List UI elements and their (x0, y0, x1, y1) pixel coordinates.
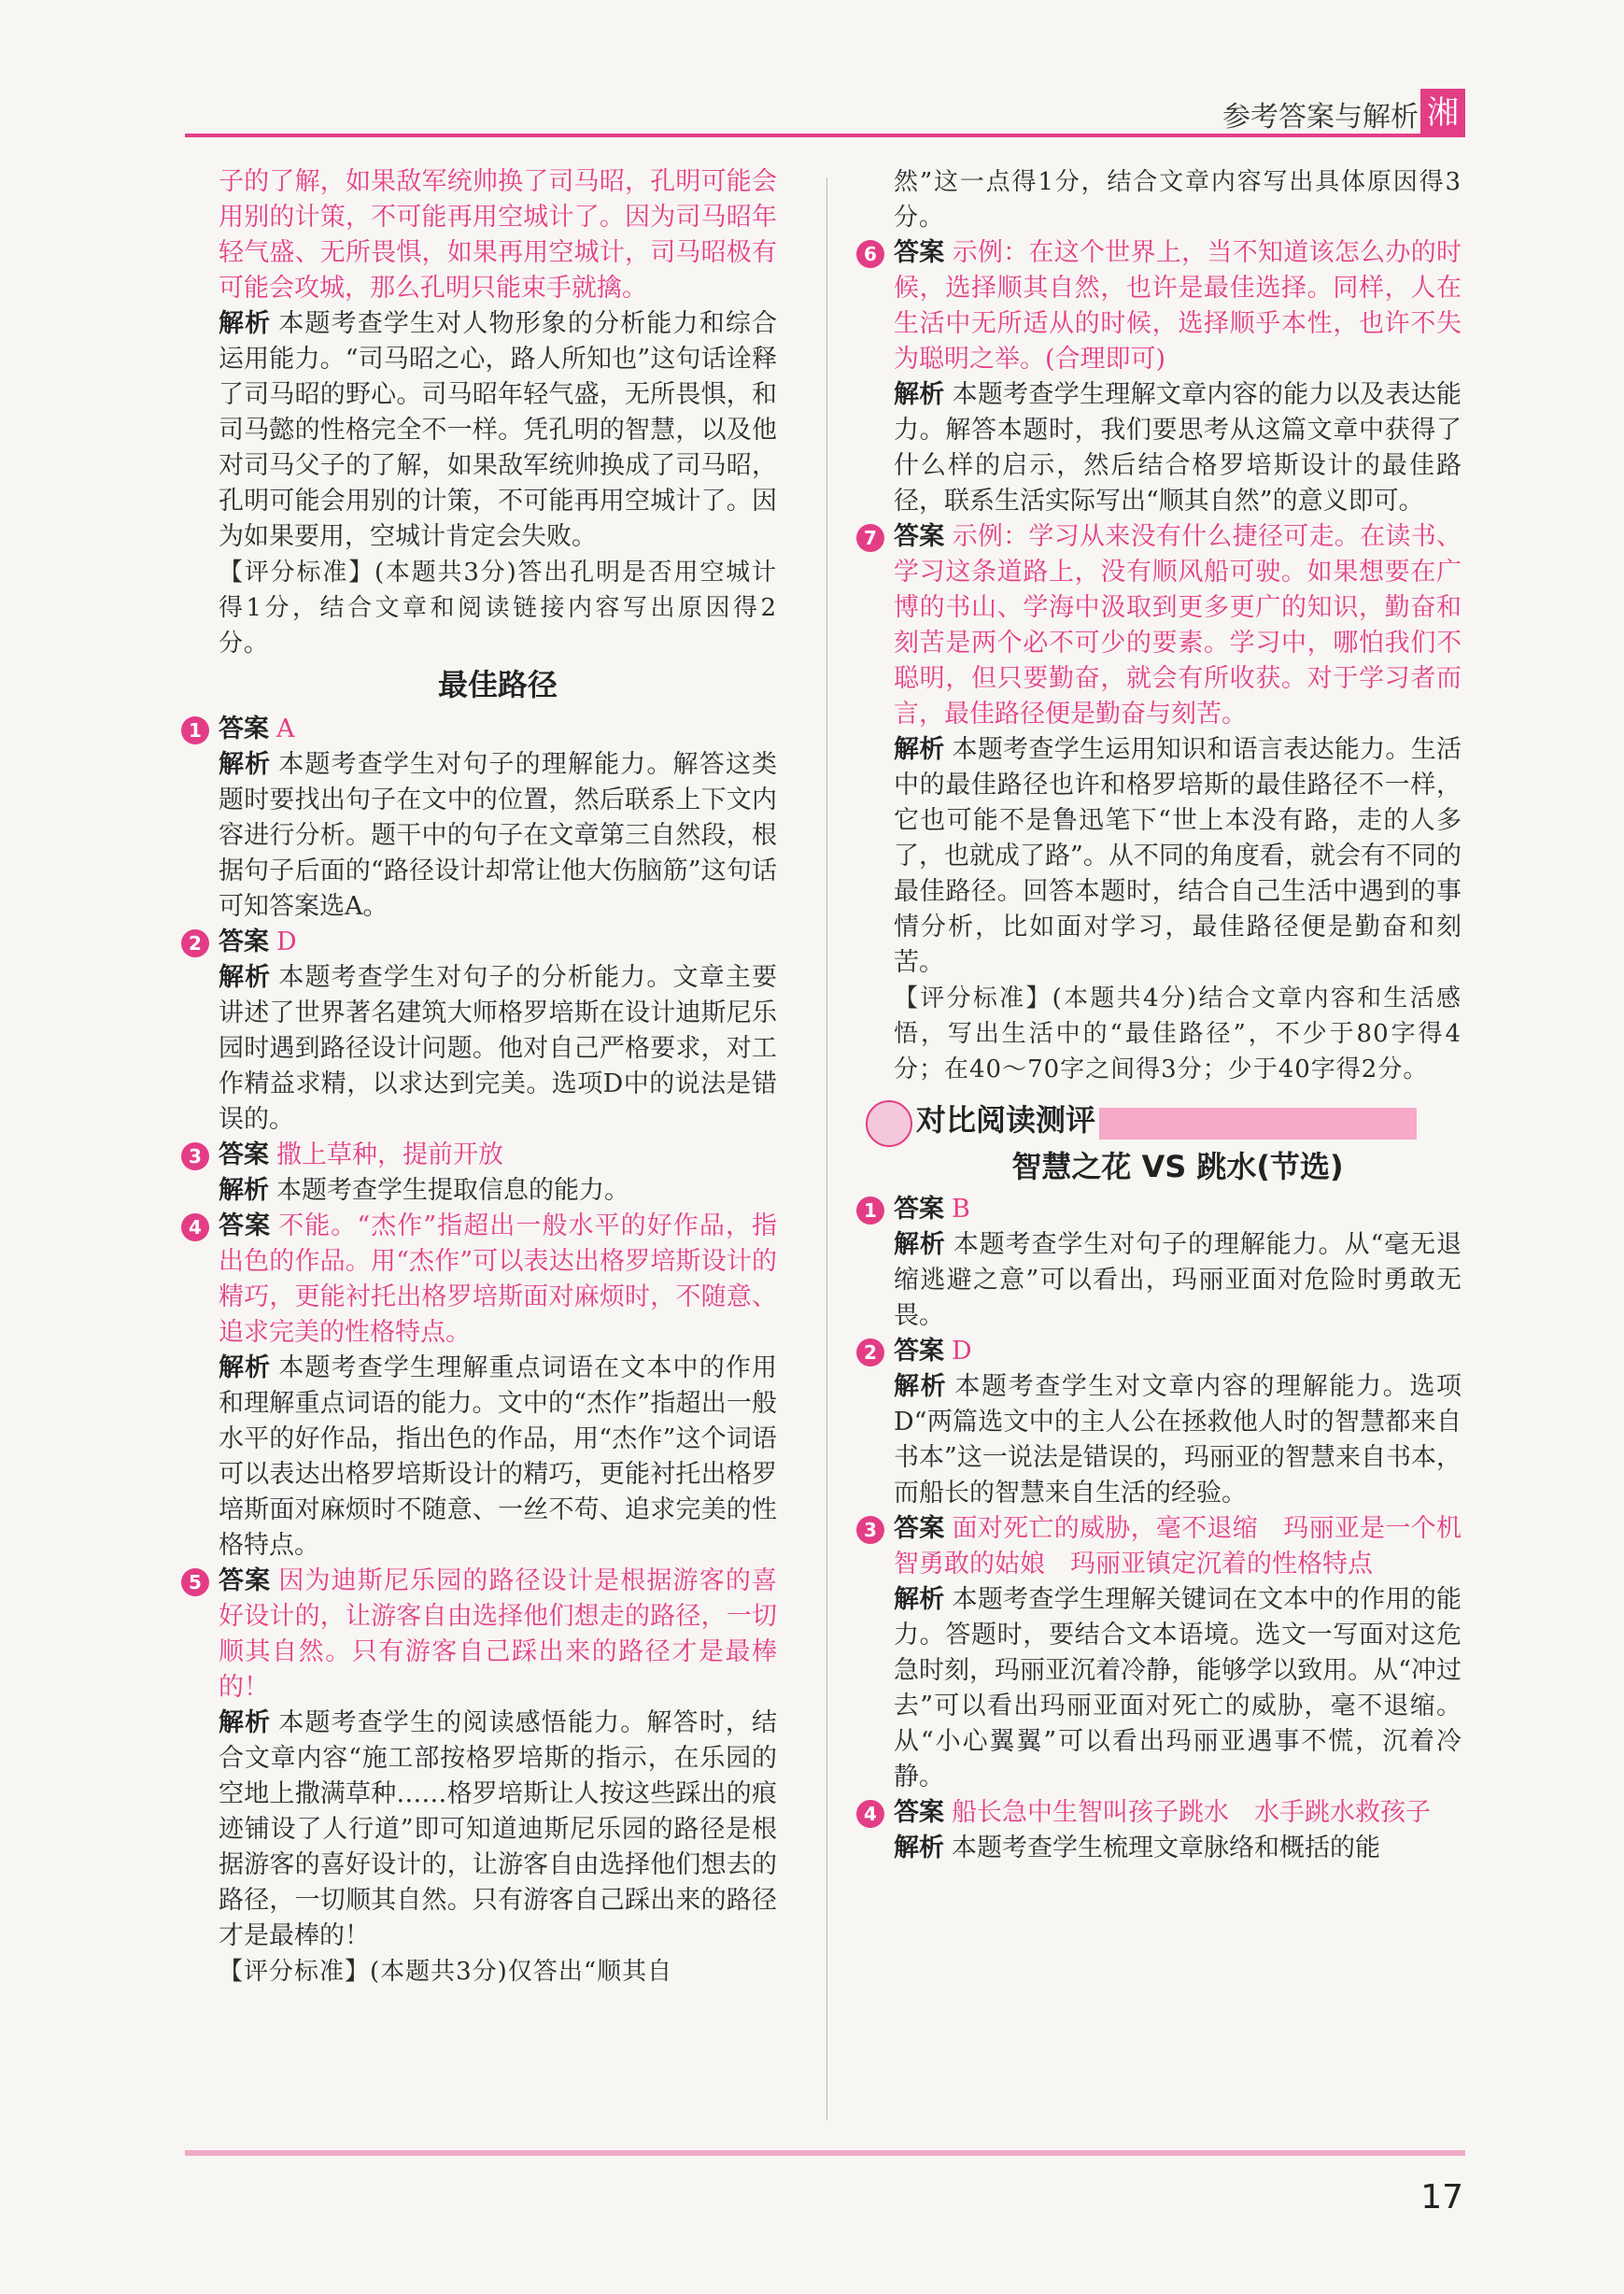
question-number: 2 (856, 1338, 884, 1366)
analysis-label: 解析 (894, 1230, 946, 1259)
section-subtitle: 智慧之花 VS 跳水(节选) (1011, 1149, 1344, 1184)
answer-text: 不能。“杰作”指超出一般水平的好作品，指出色的作品。用“杰作”可以表达出格罗培斯设计的精巧，更能衬托出格罗培斯面对麻烦时，不随意、追求完美的性格特点。 (219, 1211, 778, 1347)
analysis-label: 解析 (219, 1353, 272, 1382)
intro-analysis (219, 306, 777, 555)
page-number: 17 (1420, 2178, 1463, 2216)
answer-text: 示例：在这个世界上，当不知道该怎么办的时候，选择顺其自然，也许是最佳选择。同样，人在生活中无所适从的时候，选择顺乎本性，也许不失为聪明之举。(合理即可) (894, 238, 1462, 374)
question-item (189, 1138, 777, 1209)
answer-text: D (952, 1337, 972, 1366)
question-item (189, 925, 778, 1138)
analysis-text: 本题考查学生对文章内容的理解能力。选项D“两篇选文中的主人公在拯救他人时的智慧都来自书本”这一说法是错误的，玛丽亚的智慧来自书本，而船长的智慧来自生活的经验。 (894, 1372, 1462, 1508)
analysis-label: 解析 (219, 309, 272, 338)
answer-label: 答案 (219, 1566, 272, 1595)
analysis-text: 本题考查学生对句子的理解能力。从“毫无退缩逃避之意”可以看出，玛丽亚面对危险时勇敢无畏。 (894, 1230, 1462, 1330)
question-number: 5 (181, 1568, 209, 1596)
answer-label: 答案 (894, 522, 945, 551)
answer-text: 撒上草种，提前开放 (276, 1140, 503, 1169)
answer-label: 答案 (894, 1337, 944, 1366)
question-number: 2 (181, 929, 209, 957)
analysis-label: 解析 (894, 1834, 944, 1862)
answer-text: 面对死亡的威胁，毫不退缩 玛丽亚是一个机智勇敢的姑娘 玛丽亚镇定沉着的性格特点 (894, 1514, 1462, 1579)
answer-text: A (276, 715, 295, 743)
reading-mascot-icon (866, 1100, 912, 1147)
analysis-label: 解析 (894, 380, 945, 409)
analysis-label: 解析 (894, 1372, 948, 1401)
analysis-text: 本题考查学生提取信息的能力。 (276, 1176, 629, 1205)
question-number: 3 (856, 1516, 884, 1544)
question-item (189, 712, 778, 925)
header-rule (185, 134, 1465, 137)
question-item (864, 1795, 1462, 1866)
question-number: 1 (181, 716, 209, 744)
analysis-text: 本题考查学生理解文章内容的能力以及表达能力。解答本题时，我们要思考从这篇文章中获得了什么样的启示，然后结合格罗培斯设计的最佳路径，联系生活实际写出“顺其自然”的意义即可。 (894, 380, 1462, 516)
analysis-text: 本题考查学生运用知识和语言表达能力。生活中的最佳路径也许和格罗培斯的最佳路径不一样，它也可能不是鲁迅笔下“世上本没有路，走的人多了，也就成了路”。从不同的角度看，就会有不同的最佳路径。回答本题时，结合自己生活中遇到的事情分析，比如面对学习，最佳路径便是勤奋和刻苦。 (894, 735, 1462, 977)
analysis-text: 本题考查学生对句子的理解能力。解答这类题时要找出句子在文中的位置，然后联系上下文内容进行分析。题干中的句子在文章第三自然段，根据句子后面的“路径设计却常让他大伤脑筋”这句话可知答案选A。 (219, 750, 778, 921)
question-item (864, 1334, 1462, 1511)
question-number: 4 (181, 1213, 209, 1241)
answer-label: 答案 (894, 1195, 944, 1224)
question-number: 1 (856, 1197, 884, 1225)
analysis-label: 解析 (219, 1176, 269, 1205)
question-item (864, 519, 1462, 1087)
right-continuation: 然”这一点得1分，结合文章内容写出具体原因得3分。 (894, 168, 1462, 232)
analysis-label: 解析 (219, 963, 272, 992)
analysis-label: 解析 (894, 735, 945, 764)
question-number: 7 (856, 524, 884, 552)
scoring-standard: 【评分标准】(本题共4分)结合文章内容和生活感悟，写出生活中的“最佳路径”，不少于80字得4分；在40～70字之间得3分；少于40字得2分。 (894, 984, 1462, 1083)
analysis-text: 本题考查学生理解关键词在文本中的作用的能力。答题时，要结合文本语境。选文一写面对这危急时刻，玛丽亚沉着冷静，能够学以致用。从“冲过去”可以看出玛丽亚面对死亡的威胁，毫不退缩。从“小心翼翼”可以看出玛丽亚遇事不慌，沉着冷静。 (894, 1585, 1462, 1791)
intro-scoring-standard: 【评分标准】(本题共3分)答出孔明是否用空城计得1分，结合文章和阅读链接内容写出原因得2分。 (219, 559, 777, 658)
section-banner (866, 1100, 1462, 1145)
question-number: 6 (856, 240, 884, 268)
scoring-standard: 【评分标准】(本题共3分)仅答出“顺其自 (219, 1958, 673, 1986)
analysis-text: 本题考查学生的阅读感悟能力。解答时，结合文章内容“施工部按格罗培斯的指示，在乐园的空地上撒满草种……格罗培斯让人按这些踩出的痕迹铺设了人行道”即可知道迪斯尼乐园的路径是根据游客的喜好设计的，让游客自由选择他们想去的路径，一切顺其自然。只有游客自己踩出来的路径才是最棒的！ (219, 1708, 778, 1950)
analysis-text: 本题考查学生对句子的分析能力。文章主要讲述了世界著名建筑大师格罗培斯在设计迪斯尼乐园时遇到路径设计问题。他对自己严格要求，对工作精益求精，以求达到完美。选项D中的说法是错误的。 (219, 963, 778, 1134)
right-column (864, 164, 1462, 1866)
analysis-text: 本题考查学生梳理文章脉络和概括的能 (952, 1834, 1380, 1862)
analysis-label: 解析 (219, 1708, 272, 1737)
banner-bar (1099, 1108, 1417, 1140)
question-item (189, 1564, 778, 1990)
question-number: 4 (856, 1800, 884, 1828)
question-number: 3 (181, 1142, 209, 1170)
question-item (864, 1511, 1462, 1795)
footer-rule (185, 2150, 1465, 2156)
answer-text: B (952, 1195, 970, 1224)
left-column (189, 164, 778, 1990)
answer-label: 答案 (894, 1514, 945, 1543)
header-badge: 湘 (1420, 89, 1465, 137)
answer-text: 船长急中生智叫孩子跳水 水手跳水救孩子 (952, 1798, 1431, 1827)
answer-label: 答案 (219, 928, 269, 956)
answer-label: 答案 (219, 1211, 272, 1240)
answer-text: 示例：学习从来没有什么捷径可走。在读书、学习这条道路上，没有顺风船可驶。如果想要在广博的书山、学海中汲取到更多更广的知识，勤奋和刻苦是两个必不可少的要素。学习中，哪怕我们不聪明，但只要勤奋，就会有所收获。对于学习者而言，最佳路径便是勤奋与刻苦。 (894, 522, 1462, 729)
section-title: 最佳路径 (437, 667, 558, 702)
question-item (189, 1209, 778, 1564)
answer-label: 答案 (219, 715, 269, 743)
answer-text: D (276, 928, 297, 956)
answer-text: 因为迪斯尼乐园的路径设计是根据游客的喜好设计的，让游客自由选择他们想走的路径，一切顺其自然。只有游客自己踩出来的路径才是最棒的！ (219, 1566, 778, 1702)
column-divider (826, 177, 827, 2120)
answer-label: 答案 (894, 1798, 944, 1827)
analysis-text: 本题考查学生对人物形象的分析能力和综合运用能力。“司马昭之心，路人所知也”这句话诠释了司马昭的野心。司马昭年轻气盛，无所畏惧，和司马懿的性格完全不一样。凭孔明的智慧，以及他对司马父子的了解，如果敌军统帅换成了司马昭，孔明可能会用别的计策，不可能再用空城计了。因为如果要用，空城计肯定会失败。 (219, 309, 778, 551)
analysis-text: 本题考查学生理解重点词语在文本中的作用和理解重点词语的能力。文中的“杰作”指超出一般水平的好作品，指出色的作品，用“杰作”这个词语可以表达出格罗培斯设计的精巧，更能衬托出格罗培斯面对麻烦时不随意、一丝不苟、追求完美的性格特点。 (219, 1353, 778, 1560)
header-title: 参考答案与解析 (1222, 101, 1419, 134)
answer-label: 答案 (894, 238, 945, 267)
analysis-label: 解析 (894, 1585, 945, 1614)
banner-title: 对比阅读测评 (916, 1102, 1096, 1138)
left-continuation: 子的了解，如果敌军统帅换了司马昭，孔明可能会用别的计策，不可能再用空城计了。因为司马昭年轻气盛、无所畏惧，如果再用空城计，司马昭极有可能会攻城，那么孔明只能束手就擒。 (219, 167, 777, 303)
question-item (864, 235, 1462, 519)
answer-label: 答案 (219, 1140, 269, 1169)
analysis-label: 解析 (219, 750, 272, 779)
question-item (864, 1192, 1462, 1334)
